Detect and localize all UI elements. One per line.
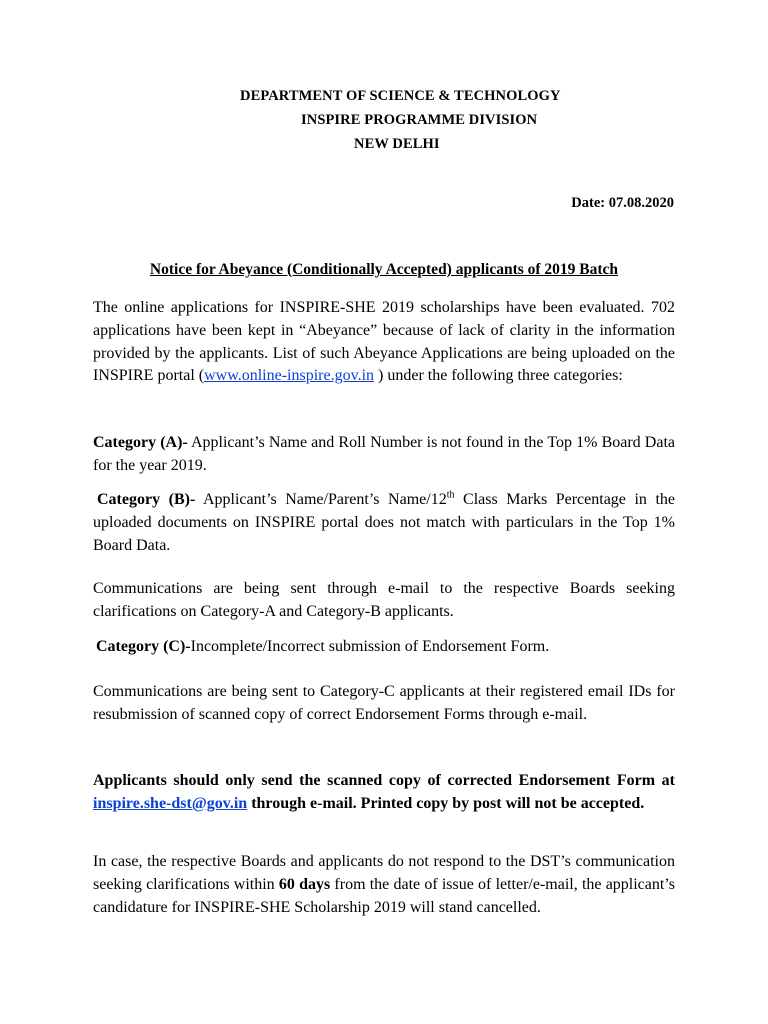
category-b-label: Category (B)- xyxy=(97,491,196,508)
intro-text-after: ) under the following three categories: xyxy=(374,367,623,385)
location-heading: NEW DELHI xyxy=(354,136,440,152)
communication-c-paragraph: Communications are being sent to Category-C applicants at their registered email IDs for resubmission of scanned copy of correct Endorsement Forms through e-mail. xyxy=(93,683,675,723)
category-c-label: Category (C)- xyxy=(96,638,191,655)
notice-date: Date: 07.08.2020 xyxy=(571,195,674,211)
intro-text-before: The online applications for INSPIRE-SHE 2019 scholarships have been evaluated. 702 applications have been kept in “Abeyance” because of lack of clarity in the information provided by the applicants. List of such Abeyance Applications are being uploaded on the INSPIRE portal ( xyxy=(93,299,675,385)
category-a-text: Applicant’s Name and Roll Number is not found in the Top 1% Board Data for the year 2019. xyxy=(93,434,676,474)
department-heading: DEPARTMENT OF SCIENCE & TECHNOLOGY xyxy=(240,88,561,104)
deadline-days: 60 days xyxy=(278,875,331,893)
cancellation-paragraph xyxy=(93,851,675,919)
notice-title: Notice for Abeyance (Conditionally Accepted) applicants of 2019 Batch xyxy=(149,261,619,278)
category-a-paragraph xyxy=(93,432,675,478)
category-c-paragraph xyxy=(93,636,675,659)
cancellation-text-before: In case, the respective Boards and applicants do not respond to the DST’s communication seeking clarifications within xyxy=(93,853,675,893)
category-b-text-before: Applicant’s Name/Parent’s Name/12 xyxy=(195,491,447,508)
category-b-superscript: th xyxy=(446,489,455,501)
instruction-text-before: Applicants should only send the scanned copy of corrected Endorsement Form at xyxy=(93,772,675,789)
communication-ab-paragraph: Communications are being sent through e-mail to the respective Boards seeking clarifications on Category-A and Category-B applicants. xyxy=(93,580,675,620)
division-heading: INSPIRE PROGRAMME DIVISION xyxy=(301,112,538,128)
cancellation-text-after: from the date of issue of letter/e-mail, the applicant’s candidature for INSPIRE-SHE Scholarship 2019 will stand cancelled. xyxy=(93,875,676,916)
intro-paragraph xyxy=(93,297,675,388)
category-a-label: Category (A)- xyxy=(93,434,188,451)
category-c-text: Incomplete/Incorrect submission of Endorsement Form. xyxy=(190,638,550,655)
email-link[interactable]: inspire.she-dst@gov.in xyxy=(93,794,248,812)
portal-link[interactable]: www.online-inspire.gov.in xyxy=(204,367,375,385)
instruction-text-after: through e-mail. Printed copy by post will not be accepted. xyxy=(247,794,645,812)
submission-instruction-paragraph xyxy=(93,770,675,816)
category-b-paragraph xyxy=(93,489,675,557)
category-b-text-after: Class Marks Percentage in the uploaded documents on INSPIRE portal does not match with particulars in the Top 1% Board Data. xyxy=(93,491,676,554)
